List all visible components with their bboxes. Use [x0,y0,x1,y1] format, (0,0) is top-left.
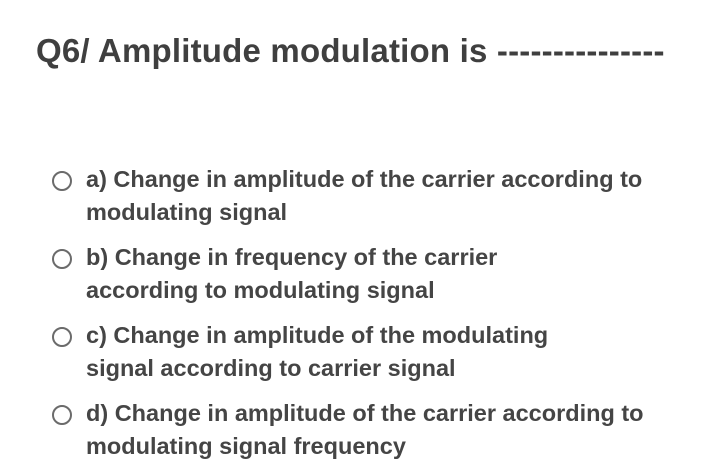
options-group [52,163,692,463]
radio-button-icon[interactable] [52,249,72,269]
radio-button-icon[interactable] [52,327,72,347]
option-b-label: b) Change in frequency of the carrier according to modulating signal [86,244,498,303]
option-a[interactable] [52,163,686,229]
option-b[interactable] [52,241,556,307]
option-c[interactable] [52,319,616,385]
radio-button-icon[interactable] [52,405,72,425]
option-d[interactable] [52,397,646,463]
option-d-label: d) Change in amplitude of the carrier according to modulating signal frequency [86,400,644,459]
radio-button-icon[interactable] [52,171,72,191]
option-c-label: c) Change in amplitude of the modulating signal according to carrier signal [86,322,549,381]
question-text: Q6/ Amplitude modulation is --------------- [36,32,665,69]
option-a-label: a) Change in amplitude of the carrier according to modulating signal [86,166,643,225]
